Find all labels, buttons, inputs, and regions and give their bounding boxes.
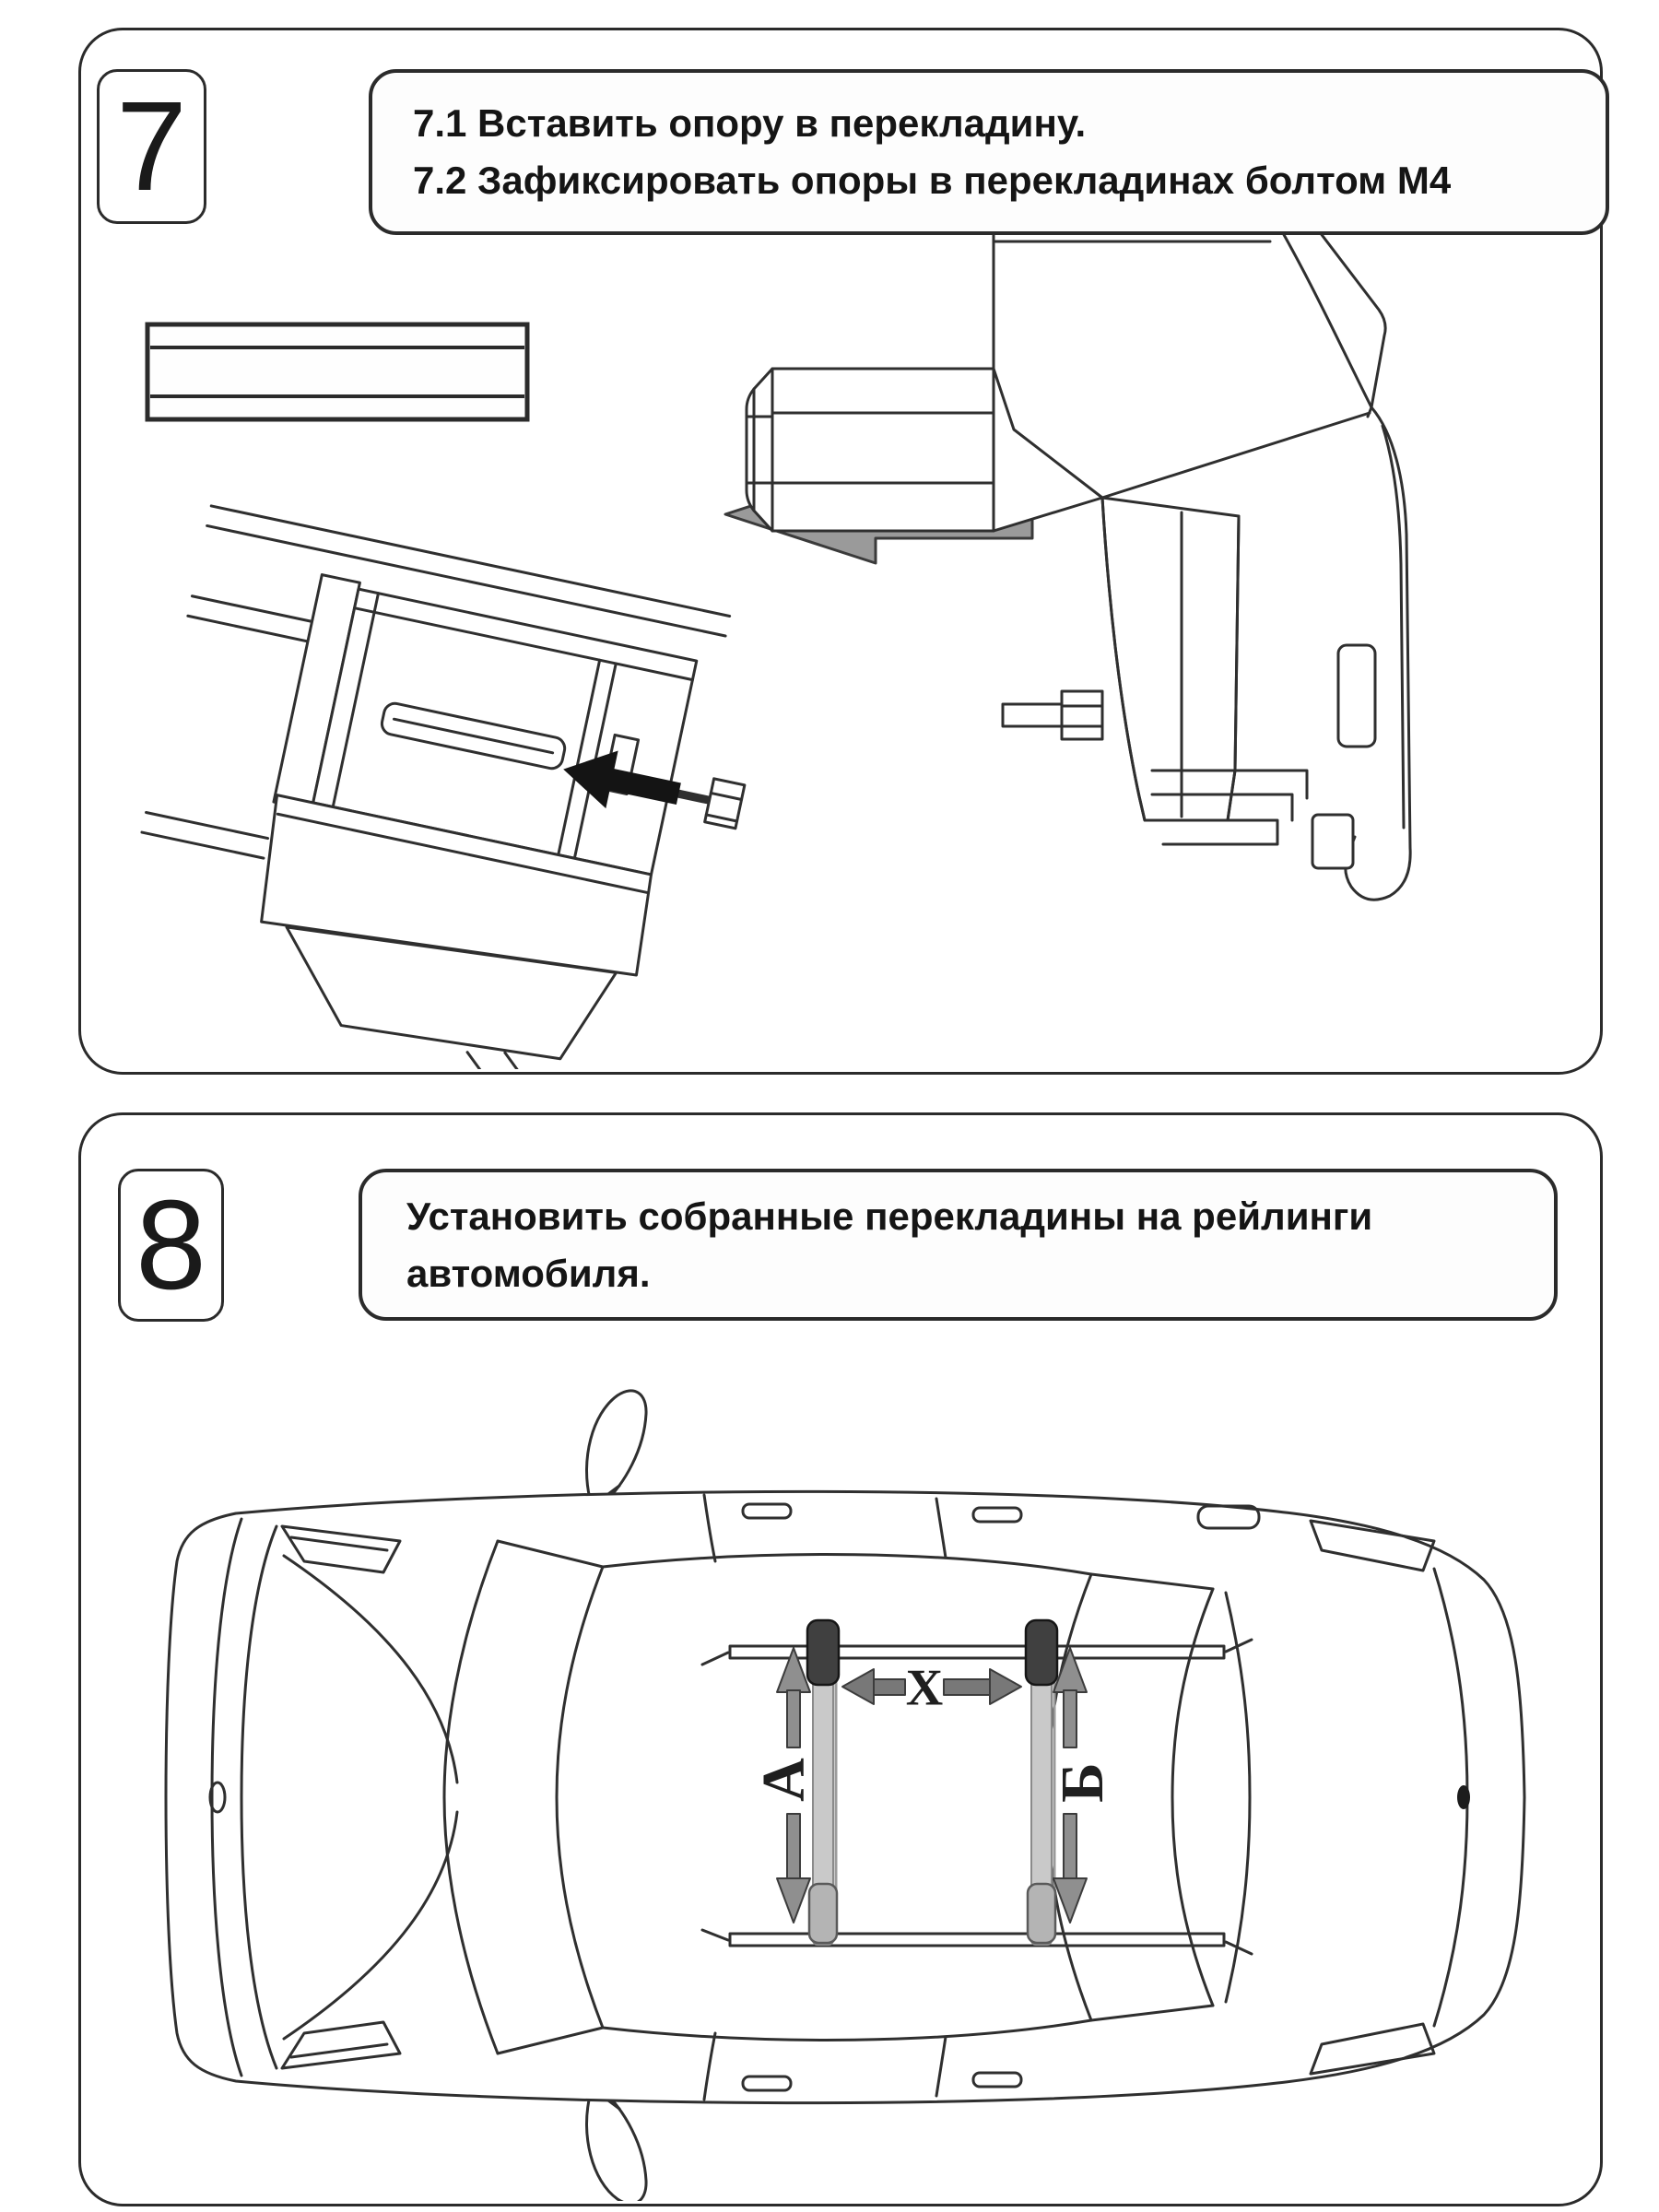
front-crossbar-top-foot xyxy=(807,1620,839,1685)
step-7-instruction-box xyxy=(369,69,1609,235)
label-a: А xyxy=(750,1758,818,1802)
step-8-panel xyxy=(78,1112,1603,2206)
m4-bolt xyxy=(1003,691,1102,739)
rear-crossbar-bottom-foot xyxy=(1028,1884,1055,1943)
step-8-instruction-box xyxy=(359,1169,1558,1321)
bolt-detail-figure xyxy=(104,506,778,1069)
step-8-instruction-line-2: автомобиля. xyxy=(406,1251,651,1295)
step-7-number: 7 xyxy=(116,76,187,218)
front-crossbar-bottom-foot xyxy=(809,1884,837,1943)
step-8-number-box xyxy=(118,1169,224,1322)
crossbar-profile-figure xyxy=(147,324,527,419)
step-7-instruction-line-2: 7.2 Зафиксировать опоры в перекладинах болтом М4 xyxy=(413,159,1452,202)
label-b: Б xyxy=(1049,1762,1117,1803)
car-body-outline xyxy=(166,1491,1524,2102)
step-8-number: 8 xyxy=(135,1174,206,1316)
step-7-panel xyxy=(78,28,1603,1075)
step-7-number-box xyxy=(97,69,206,224)
rear-crossbar-top-foot xyxy=(1026,1620,1057,1685)
label-x: X xyxy=(905,1659,944,1717)
step-7-instruction-line-1: 7.1 Вставить опору в перекладину. xyxy=(413,101,1087,145)
car-top-view xyxy=(166,1391,1524,2201)
support-foot-figure xyxy=(747,214,1410,900)
step-8-instruction-line-1: Установить собранные перекладины на рейлинги xyxy=(406,1194,1373,1238)
